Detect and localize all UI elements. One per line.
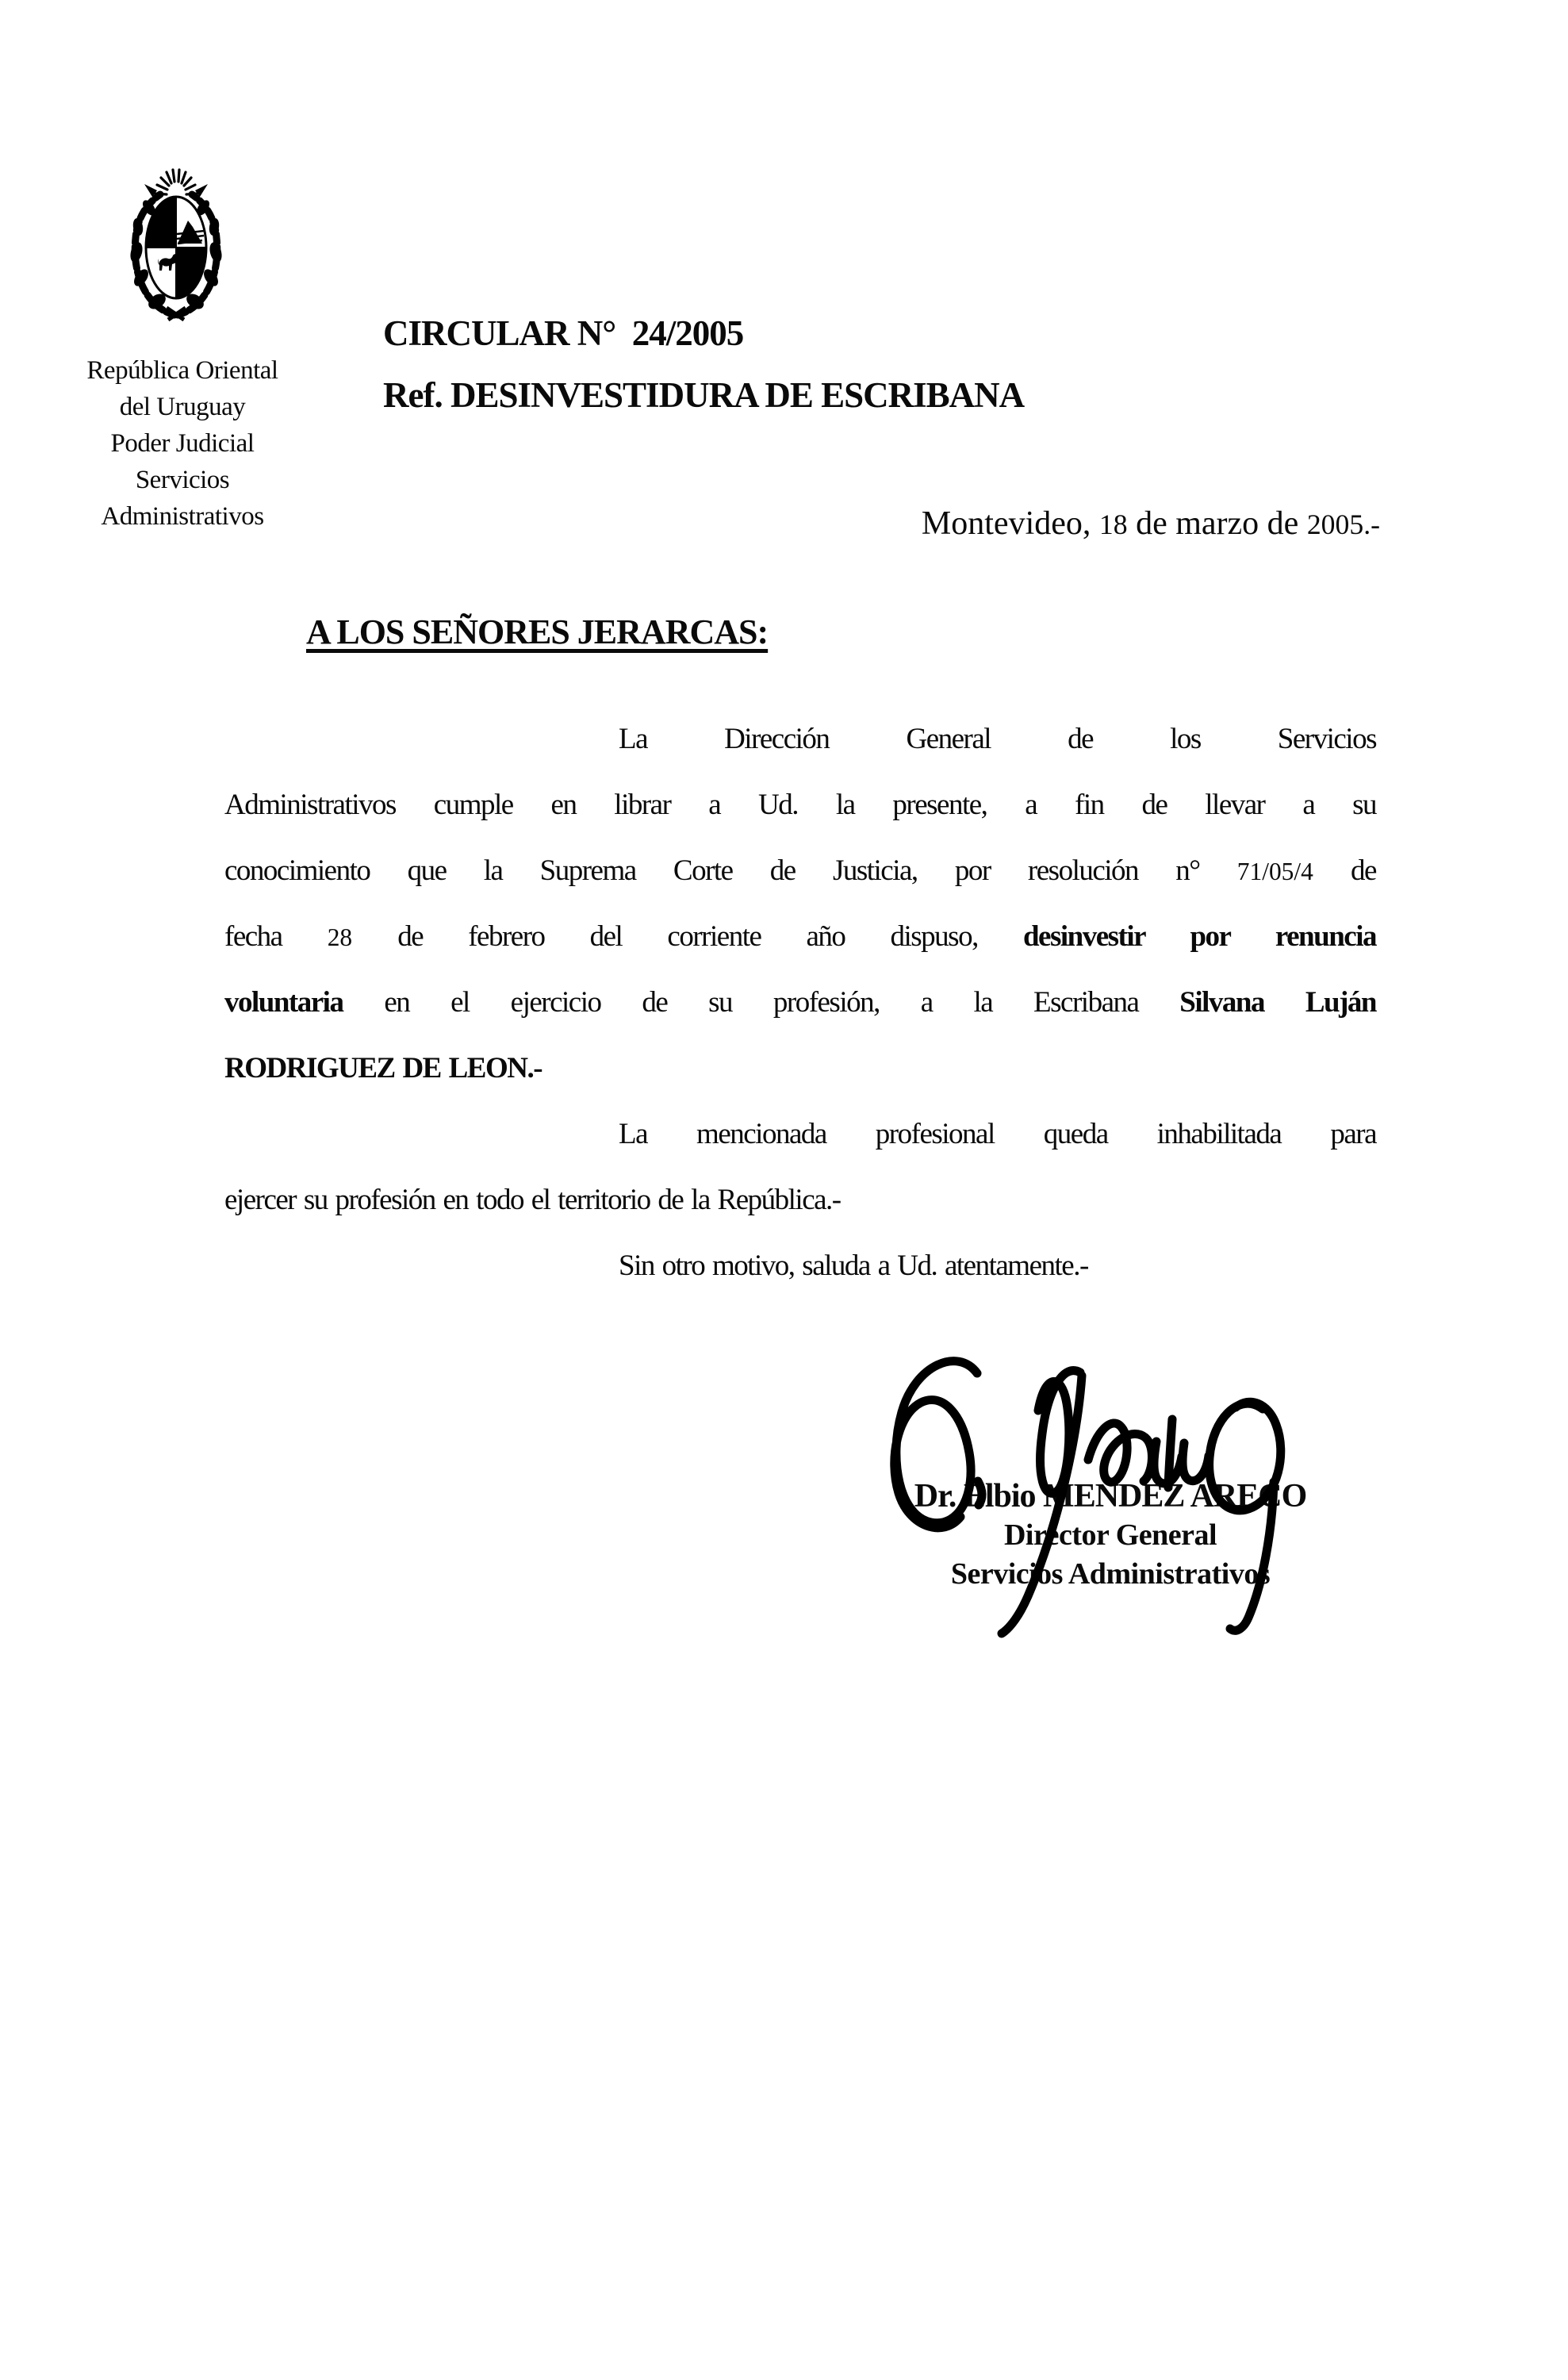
body-line-2 [224, 772, 1376, 838]
body-text: La mencionada profesional queda inhabilitada para [619, 1118, 1376, 1150]
body-line-6 [224, 1035, 1376, 1101]
addressee-heading: A LOS SEÑORES JERARCAS: [306, 612, 769, 651]
body-text: La Dirección General de los Servicios [619, 723, 1376, 755]
body-line-9 [224, 1233, 1376, 1299]
letterhead-org-line: Administrativos [101, 502, 264, 531]
body-text: Administrativos cumple en librar a Ud. la presente, a fin de llevar a su [224, 789, 1376, 821]
signatory-name: Dr. Elbio MENDEZ ARECO [914, 1478, 1307, 1514]
dateline-city: Montevideo, [921, 505, 1099, 542]
letterhead-org-line: Poder Judicial [110, 429, 255, 458]
letterhead-org-line: del Uruguay [119, 393, 246, 421]
body-text: ejercer su profesión en todo el territorio de la República.- [224, 1184, 841, 1216]
body-text: de febrero del corriente año dispuso, [352, 920, 1023, 953]
dateline [634, 505, 1380, 543]
body-text: de [1313, 854, 1376, 887]
closing-text: Sin otro motivo, saluda a Ud. atentamente.- [619, 1250, 1088, 1282]
body-line-1 [224, 706, 1376, 772]
body-text: fecha [224, 920, 328, 953]
dateline-year: 2005.- [1306, 509, 1380, 540]
dateline-day: 18 [1098, 509, 1128, 540]
letter-body [224, 706, 1376, 1299]
body-line-5 [224, 969, 1376, 1035]
emphasis-text: desinvestir por renuncia [1022, 920, 1376, 953]
body-line-7 [224, 1101, 1376, 1167]
body-text: conocimiento que la Suprema Corte de Justicia, por resolución n° [224, 854, 1237, 887]
resolution-day: 28 [327, 923, 353, 951]
body-line-8 [224, 1167, 1376, 1233]
letterhead-org-line: República Oriental [86, 356, 278, 385]
body-line-4 [224, 904, 1376, 969]
resolution-number: 71/05/4 [1236, 858, 1313, 885]
dateline-month: de marzo de [1127, 505, 1307, 542]
coat-of-arms-icon [125, 159, 230, 325]
signatory-title: Director General [1003, 1518, 1217, 1552]
circular-number-heading: CIRCULAR N° 24/2005 [383, 313, 744, 353]
signatory-office: Servicios Administrativos [950, 1557, 1271, 1591]
emphasis-text: voluntaria [224, 986, 343, 1019]
escribana-surname: RODRIGUEZ DE LEON.- [224, 1052, 542, 1084]
letterhead-org-line: Servicios [135, 466, 230, 494]
body-text: en el ejercicio de su profesión, a la Escribana [343, 986, 1180, 1019]
escribana-name: Silvana Luján [1179, 986, 1376, 1019]
reference-line: Ref. DESINVESTIDURA DE ESCRIBANA [383, 375, 1025, 415]
signature-scrawl-icon [857, 1323, 1348, 1641]
letterhead-org-name [48, 352, 317, 535]
body-line-3 [224, 838, 1376, 904]
